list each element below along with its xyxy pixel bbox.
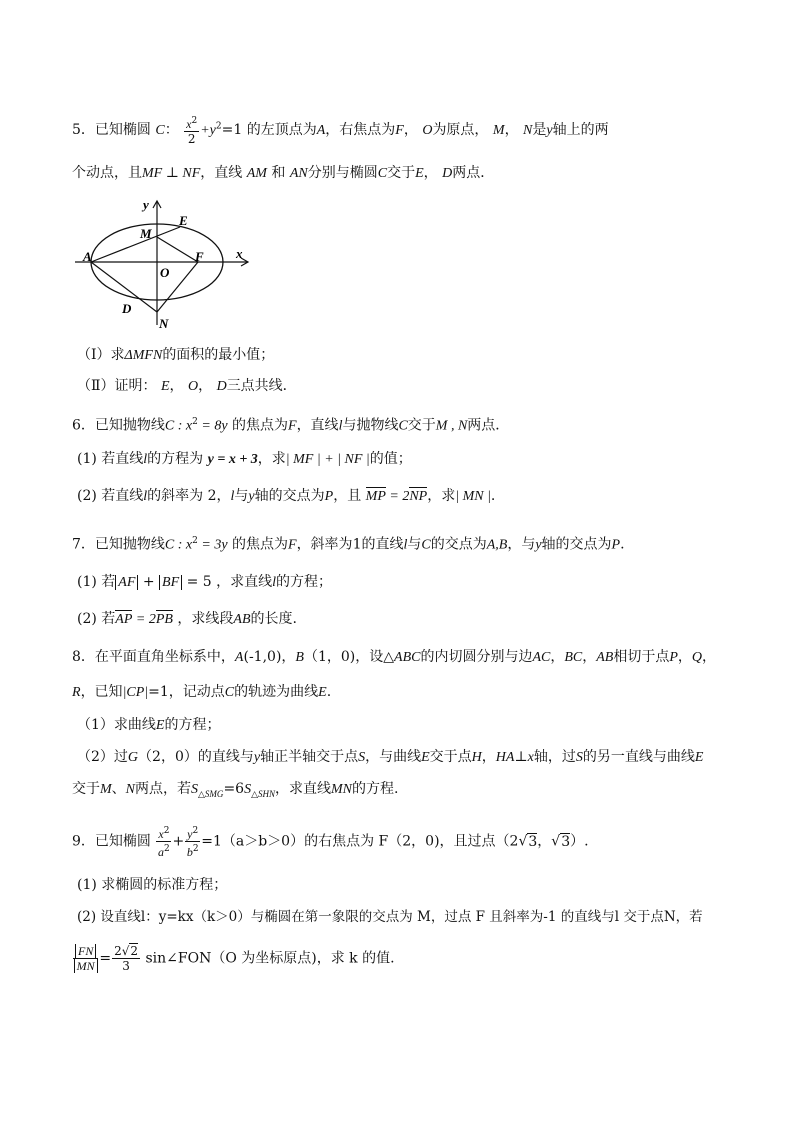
label-D: D xyxy=(122,301,132,316)
ellipse-figure xyxy=(70,195,260,335)
q8-part-1: （1）求曲线E的方程； xyxy=(77,717,221,733)
vector-PB: PB xyxy=(156,609,173,631)
q9-line-1: 9．已知椭圆 $\frac{x^2}{a^2}$ + $\frac{y^2}{b^2}$ =1（a＞b＞0）的右焦点为 F（2，0)，且过点（2√3，√3）. xyxy=(72,826,589,859)
vector-AP: AP xyxy=(115,609,132,631)
q9-line-4: $\frac{FN}{MN}$ = $\frac{2√2}{3}$ sin∠FON（O 为坐标原点)，求 k 的值. xyxy=(72,944,395,973)
line-MF xyxy=(157,237,198,262)
q9-part-2: (2) 设直线l：y=kx（k＞0）与椭圆在第一象限的交点为 M，过点 F 且斜率为-1 的直线与l 交于点N，若 xyxy=(77,909,703,925)
label-y: y xyxy=(143,197,149,212)
q7-line-1: 7．已知抛物线C : $x^2 = 3y$ 的焦点为F，斜率为1的直线l与C的交点为A,B，与y轴的交点为P. xyxy=(72,536,625,553)
vector-NP: NP xyxy=(409,486,427,508)
q5-line-2: 个动点，且MF ⊥ NF，直线 AM 和 AN分别与椭圆C交于E， D两点． xyxy=(72,165,495,181)
q8-part-2: （2）过G（2，0）的直线与y轴正半轴交于点S，与曲线E交于点H，HA⊥x轴，过S的另一直线与曲线E xyxy=(77,749,704,765)
q5-part-2: （Ⅱ）证明： E， O， D三点共线． xyxy=(77,378,297,394)
q6-part-2: (2) 若直线l的斜率为 2，l与y轴的交点为P，且 MP = 2NP，求| MN |. xyxy=(77,485,495,508)
label-M: M xyxy=(140,226,152,241)
q5-part-1: （Ⅰ）求ΔMFN的面积的最小值； xyxy=(77,347,275,363)
q6-line-1: 6．已知抛物线C : $x^2 = 8y$ 的焦点为F，直线l与抛物线C交于M , N两点． xyxy=(72,417,510,434)
fraction-x2-over-2: $\frac{x^2}{2}$ xyxy=(186,116,198,146)
fraction-x2-over-a2: $\frac{x^2}{a^2}$ xyxy=(158,826,170,859)
fraction-y2-over-b2: $\frac{y^2}{b^2}$ xyxy=(186,826,199,859)
vector-MP: MP xyxy=(366,486,386,508)
label-N: N xyxy=(159,316,169,331)
q7-part-2: (2) 若AP = 2PB ，求线段AB的长度. xyxy=(77,608,297,631)
fraction-2root2-over-3: $\frac{2√2}{3}$ xyxy=(114,944,139,973)
q8-line-2: R，已知|CP|=1，记动点C的轨迹为曲线E. xyxy=(72,684,332,700)
label-O: O xyxy=(160,265,170,280)
q7-part-1: (1) 若 AF + BF = 5 ，求直线l的方程； xyxy=(77,574,333,590)
q9-part-1: (1) 求椭圆的标准方程； xyxy=(77,877,228,893)
label-F: F xyxy=(195,249,204,264)
q5-line-1: 5．已知椭圆 C： $\frac{x^2}{2}$ $+y^2=1$ 的左顶点为A，右焦点为F， O为原点， M， N是y轴上的两 xyxy=(72,116,609,146)
fraction-FN-over-MN: $\frac{FN}{MN}$ xyxy=(73,944,98,973)
q6-part-1: (1) 若直线l的方程为 y = x + 3，求| MF | + | NF |的值； xyxy=(77,451,412,467)
line-AE xyxy=(91,227,180,262)
label-A: A xyxy=(83,249,92,264)
label-x: x xyxy=(236,246,243,261)
q8-line-5: 交于M、N两点，若$S_{\triangle SMG}=6S_{\triangle SHN}$，求直线MN的方程. xyxy=(72,781,399,799)
label-E: E xyxy=(179,213,188,228)
q8-line-1: 8．在平面直角坐标系中，A(-1,0)，B（1，0)，设△ABC的内切圆分别与边AC，BC，AB相切于点P，Q， xyxy=(72,649,717,665)
